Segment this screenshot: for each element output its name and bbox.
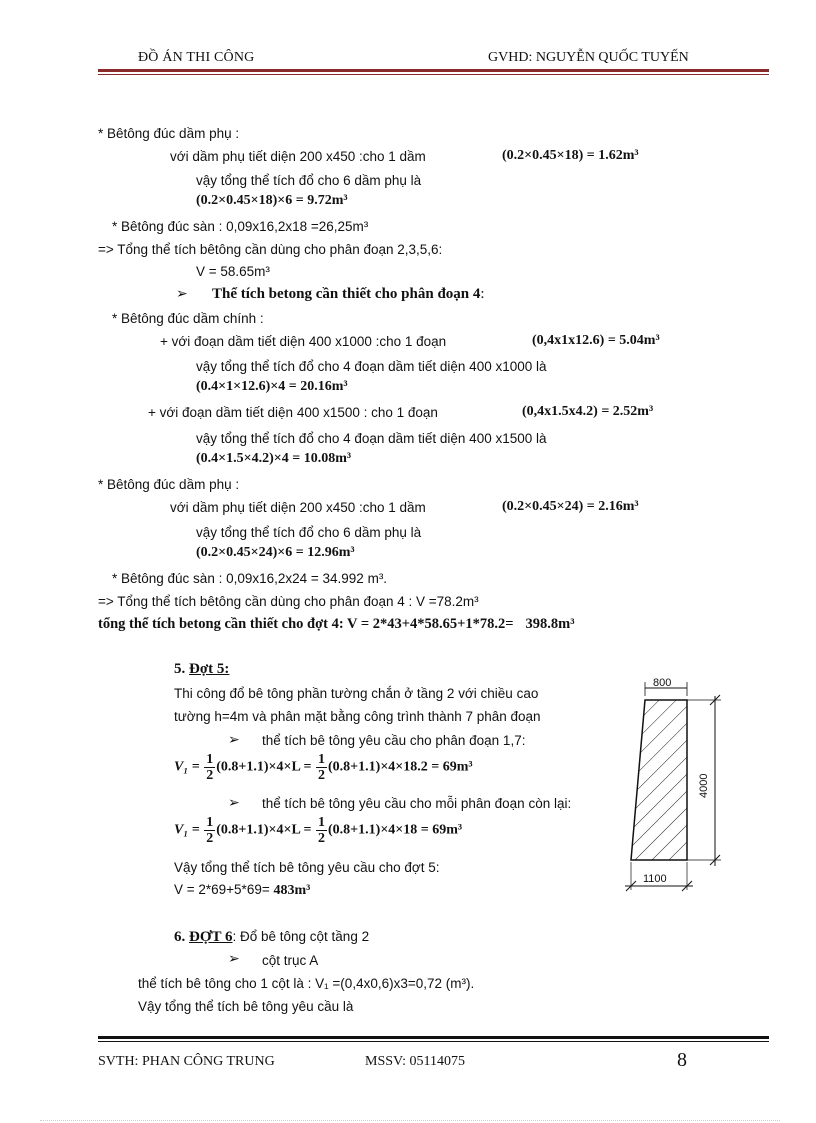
formula-main-beam-1500-one: (0,4x1.5x4.2) = 2.52m³ (522, 404, 654, 419)
main-beam-1500-text: + với đoạn dầm tiết diện 400 x1500 : cho 1 đoạn (148, 405, 438, 420)
page-number: 8 (677, 1049, 687, 1071)
main-beam-1000-total-text: vậy tổng thể tích đổ cho 4 đoạn dầm tiết diện 400 x1000 là (196, 359, 547, 374)
formula-lhs: V₁ = (174, 822, 200, 838)
section-5-para-2: tường h=4m và phân mặt bằng công trình thành 7 phân đoạn (174, 709, 541, 724)
subheading-colon: : (480, 286, 485, 302)
arrow-bullet-icon: ➢ (228, 733, 240, 748)
footer-rule (98, 1036, 769, 1039)
item-slab-2: * Bêtông đúc sàn : 0,09x16,2x24 = 34.992 m³. (112, 571, 388, 586)
section-6-number: 6. (174, 929, 186, 945)
secondary-beam-total-text: vậy tổng thể tích đổ cho 6 dầm phụ là (196, 173, 422, 188)
formula-secondary-beam-2-one: (0.2×0.45×24) = 2.16m³ (502, 499, 639, 514)
total-batch-4-value: 398.8m³ (525, 616, 575, 632)
section-6-para-2: Vậy tổng thể tích bê tông yêu cầu là (138, 999, 354, 1014)
arrow-bullet-icon: ➢ (228, 952, 240, 967)
bottom-dimension-label: 1100 (643, 873, 667, 885)
header-course: ĐỒ ÁN THI CÔNG (138, 50, 255, 65)
footer-rule-thin (98, 1041, 769, 1042)
footer-student: SVTH: PHAN CÔNG TRUNG (98, 1054, 275, 1069)
formula-main-beam-1500-total: (0.4×1.5×4.2)×4 = 10.08m³ (196, 451, 352, 466)
section-5-total (174, 882, 310, 899)
section-6-title: ĐỢT 6 (189, 929, 233, 945)
formula-rhs: (0.8+1.1)×4×18 = 69m³ (328, 822, 463, 838)
footer-student-id: MSSV: 05114075 (365, 1054, 465, 1069)
item-secondary-beam: * Bêtông đúc dầm phụ : (98, 126, 240, 141)
section-5-total-value: 483m³ (273, 883, 311, 898)
fraction: $\frac{1}{2}$ (206, 752, 214, 783)
section-6-heading (174, 929, 369, 946)
volume-value: V = 58.65m³ (196, 264, 270, 279)
formula-v1-other-segments (174, 815, 462, 846)
section-6-bullet-1: cột trục A (262, 953, 319, 968)
section-6-title-rest: : Đổ bê tông cột tầng 2 (232, 929, 370, 944)
section-5-number: 5. (174, 661, 186, 677)
formula-lhs: V₁ = (174, 759, 200, 775)
secondary-beam-text: với dầm phụ tiết diện 200 x450 :cho 1 dầm (170, 149, 426, 164)
formula-secondary-beam-total: (0.2×0.45×18)×6 = 9.72m³ (196, 193, 348, 208)
secondary-beam-2-text: với dầm phụ tiết diện 200 x450 :cho 1 dầm (170, 500, 426, 515)
header-rule (98, 69, 769, 72)
arrow-bullet-icon: ➢ (176, 287, 188, 302)
wall-section (631, 700, 687, 860)
section-6-para-1: thể tích bê tông cho 1 cột là : V₁ =(0,4x0,6)x3=0,72 (m³). (138, 976, 475, 991)
header-rule-thin (98, 74, 769, 75)
subheading-text: Thể tích betong cần thiết cho phân đoạn 4 (212, 286, 481, 302)
formula-main-beam-1000-total: (0.4×1×12.6)×4 = 20.16m³ (196, 379, 348, 394)
main-beam-1500-total-text: vậy tổng thể tích đổ cho 4 đoạn dầm tiết diện 400 x1500 là (196, 431, 547, 446)
header-instructor: GVHD: NGUYỄN QUỐC TUYẾN (488, 50, 689, 65)
section-5-heading (174, 661, 229, 678)
formula-v1-segment-1-7 (174, 752, 473, 783)
section-5-bullet-2: thể tích bê tông yêu cầu cho mỗi phân đoạn còn lại: (262, 796, 572, 811)
total-segment-4: => Tổng thể tích bêtông cần dùng cho phân đoạn 4 : V =78.2m³ (98, 594, 479, 609)
formula-mid: (0.8+1.1)×4×L = (216, 759, 312, 775)
total-segments-2356: => Tổng thể tích bêtông cần dùng cho phân đoạn 2,3,5,6: (98, 242, 443, 257)
total-batch-4 (98, 616, 575, 633)
formula-secondary-beam-one: (0.2×0.45×18) = 1.62m³ (502, 148, 639, 163)
section-5-summary: Vậy tổng thể tích bê tông yêu cầu cho đợt 5: (174, 860, 440, 875)
page-edge-divider (40, 1120, 780, 1121)
fraction: $\frac{1}{2}$ (318, 752, 326, 783)
section-5-title: Đợt 5: (189, 661, 230, 677)
side-dimension-label: 4000 (698, 773, 710, 798)
secondary-beam-2-total-text: vậy tổng thể tích đổ cho 6 dầm phụ là (196, 525, 422, 540)
fraction: $\frac{1}{2}$ (206, 815, 214, 846)
formula-secondary-beam-2-total: (0.2×0.45×24)×6 = 12.96m³ (196, 545, 355, 560)
total-batch-4-text: tổng thể tích betong cần thiết cho đợt 4: V = 2*43+4*58.65+1*78.2= (98, 616, 514, 632)
section-5-total-expr: V = 2*69+5*69= (174, 882, 270, 897)
arrow-bullet-icon: ➢ (228, 796, 240, 811)
subheading-segment-4 (212, 286, 485, 303)
formula-mid: (0.8+1.1)×4×L = (216, 822, 312, 838)
section-5-para-1: Thi công đổ bê tông phần tường chắn ở tầng 2 với chiều cao (174, 686, 539, 701)
item-secondary-beam-2: * Bêtông đúc dầm phụ : (98, 477, 240, 492)
retaining-wall-diagram (615, 676, 745, 896)
top-dimension-label: 800 (653, 677, 672, 689)
section-5-bullet-1: thể tích bê tông yêu cầu cho phân đoạn 1,7: (262, 733, 526, 748)
formula-main-beam-1000-one: (0,4x1x12.6) = 5.04m³ (532, 333, 660, 348)
item-slab: * Bêtông đúc sàn : 0,09x16,2x18 =26,25m³ (112, 219, 369, 234)
formula-rhs: (0.8+1.1)×4×18.2 = 69m³ (328, 759, 473, 775)
item-main-beam: * Bêtông đúc dầm chính : (112, 311, 264, 326)
fraction: $\frac{1}{2}$ (318, 815, 326, 846)
main-beam-1000-text: + với đoạn dầm tiết diện 400 x1000 :cho 1 đoạn (160, 334, 447, 349)
